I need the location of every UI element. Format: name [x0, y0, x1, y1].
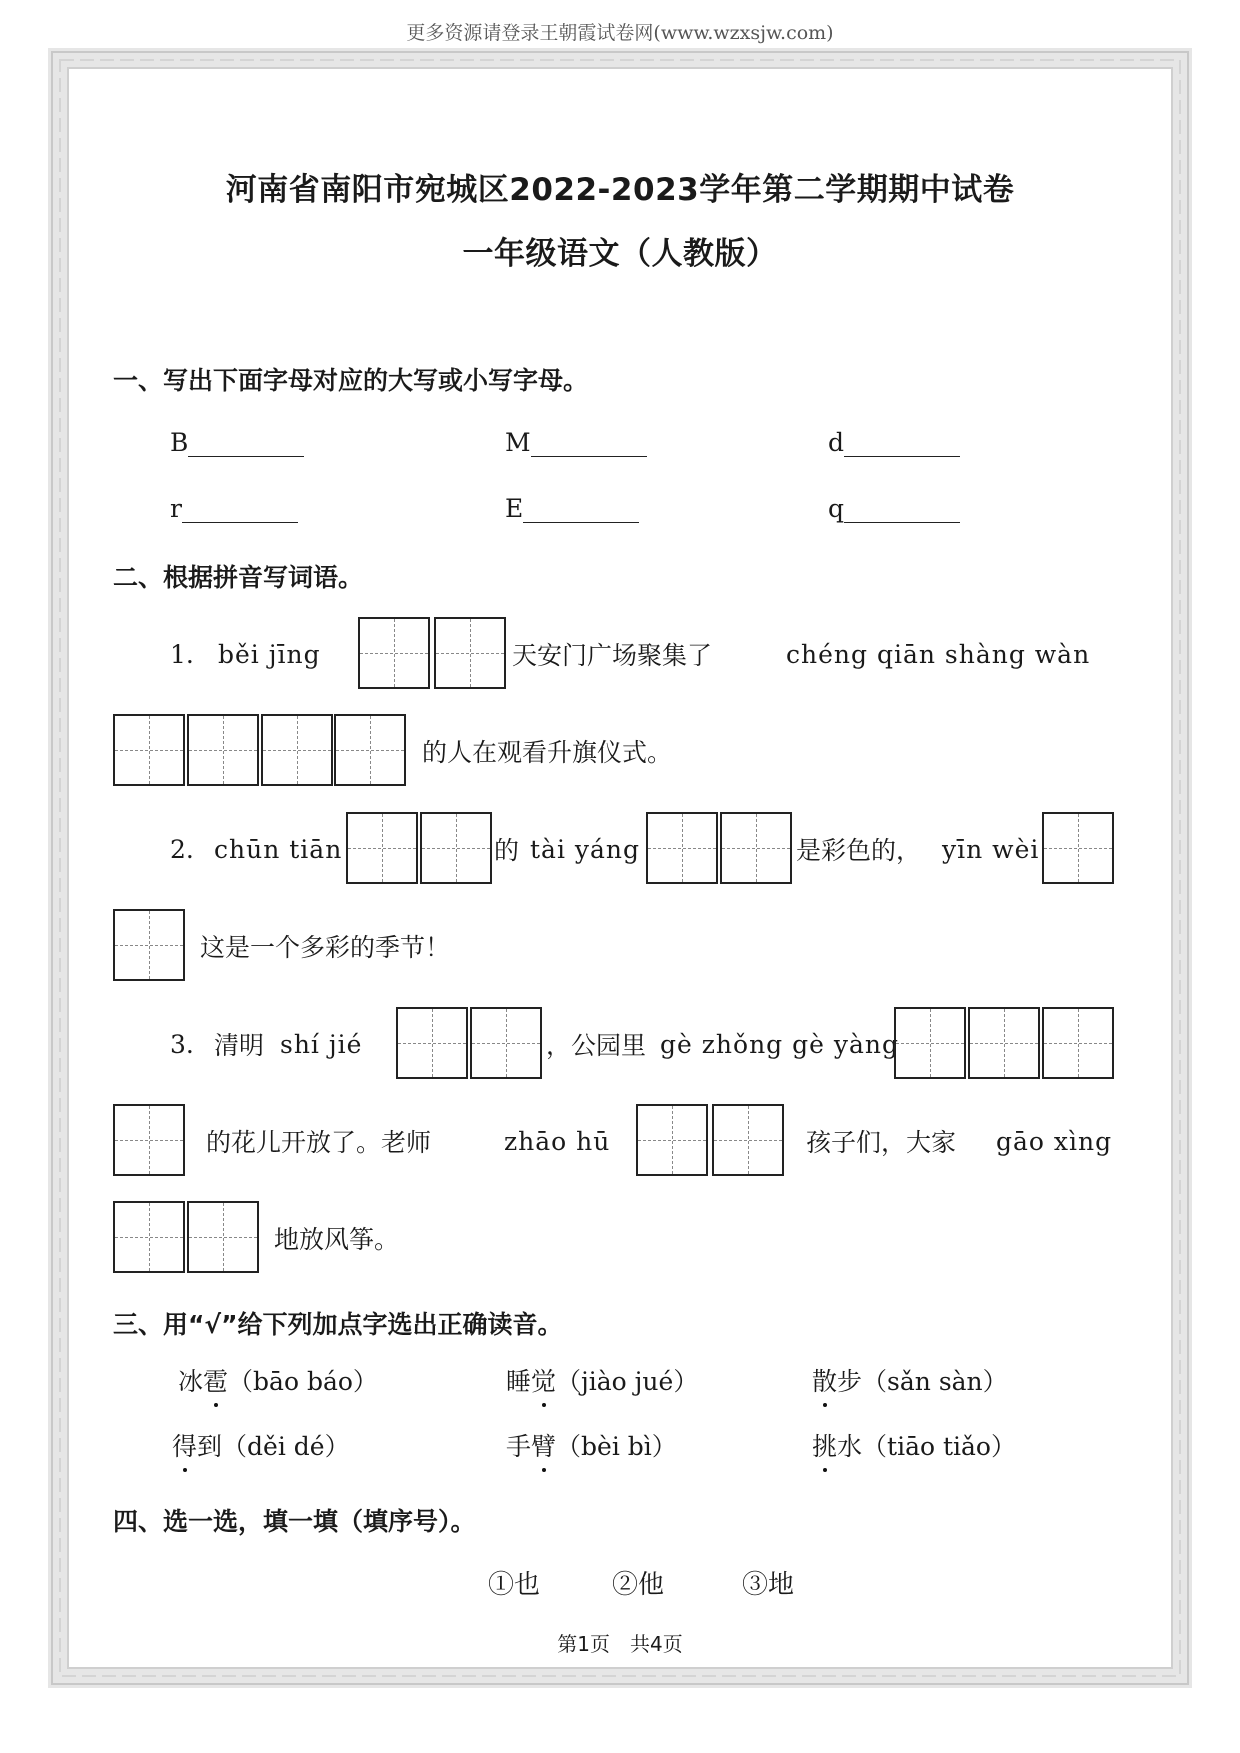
tianzige-box[interactable] — [636, 1104, 708, 1176]
section-3-heading: 三、用“√”给下列加点字选出正确读音。 — [113, 1310, 563, 1339]
tianzige-box[interactable] — [358, 617, 430, 689]
tianzige-box[interactable] — [396, 1007, 468, 1079]
answer-blank[interactable] — [188, 430, 304, 457]
q1-text-1: 天安门广场聚集了 — [512, 641, 713, 670]
q2-text-2: 是彩色的， — [796, 836, 922, 865]
q3-text-0: 清明 — [214, 1031, 265, 1060]
letter-item: q — [828, 494, 960, 523]
reading-item: 散步（sǎn sàn） — [812, 1362, 1008, 1398]
page-footer: 第1页 共4页 — [557, 1632, 683, 1656]
q1-pinyin-2: chéng qiān shàng wàn — [786, 639, 1091, 669]
tianzige-box[interactable] — [646, 812, 718, 884]
tianzige-box[interactable] — [261, 714, 333, 786]
reading-item: 得到（děi dé） — [172, 1427, 350, 1463]
option-2: ②他 — [612, 1570, 665, 1600]
letter-item: r — [170, 494, 298, 523]
q3-pinyin-2: gè zhǒng gè yàng — [660, 1029, 899, 1059]
answer-blank[interactable] — [844, 430, 960, 457]
tianzige-box[interactable] — [894, 1007, 966, 1079]
q3-pinyin-1: shí jié — [280, 1029, 363, 1059]
q3-text-1: ，公园里 — [546, 1031, 647, 1060]
tianzige-box[interactable] — [968, 1007, 1040, 1079]
reading-item: 冰雹（bāo báo） — [178, 1362, 378, 1398]
q1-pinyin-1: běi jīng — [218, 639, 321, 669]
answer-blank[interactable] — [182, 496, 298, 523]
tianzige-box[interactable] — [434, 617, 506, 689]
tianzige-box[interactable] — [346, 812, 418, 884]
q2-pinyin-1: chūn tiān — [214, 834, 343, 864]
q2-number: 2. — [170, 834, 194, 864]
tianzige-box[interactable] — [1042, 812, 1114, 884]
option-1: ①也 — [488, 1570, 541, 1600]
answer-blank[interactable] — [531, 430, 647, 457]
q3-pinyin-4: gāo xìng — [996, 1126, 1113, 1156]
tianzige-box[interactable] — [187, 714, 259, 786]
reading-item: 挑水（tiāo tiǎo） — [812, 1427, 1016, 1463]
tianzige-box[interactable] — [1042, 1007, 1114, 1079]
answer-blank[interactable] — [523, 496, 639, 523]
q2-pinyin-2: tài yáng — [530, 834, 641, 864]
q1-text-2: 的人在观看升旗仪式。 — [422, 738, 673, 767]
q3-text-3: 孩子们，大家 — [806, 1128, 957, 1157]
tianzige-box[interactable] — [113, 1104, 185, 1176]
tianzige-box[interactable] — [470, 1007, 542, 1079]
reading-item: 手臂（bèi bì） — [506, 1427, 677, 1463]
section-4-heading: 四、选一选，填一填（填序号）。 — [113, 1507, 476, 1536]
q3-text-4: 地放风筝。 — [274, 1225, 400, 1254]
q2-text-1: 的 — [494, 836, 520, 865]
tianzige-box[interactable] — [334, 714, 406, 786]
q3-pinyin-3: zhāo hū — [504, 1126, 611, 1156]
page-subtitle: 一年级语文（人教版） — [462, 236, 778, 272]
tianzige-box[interactable] — [113, 1201, 185, 1273]
page-title: 河南省南阳市宛城区2022-2023学年第二学期期中试卷 — [225, 172, 1015, 208]
tianzige-box[interactable] — [113, 714, 185, 786]
section-1-heading: 一、写出下面字母对应的大写或小写字母。 — [113, 366, 589, 395]
q3-text-2: 的花儿开放了。老师 — [206, 1128, 432, 1157]
tianzige-box[interactable] — [720, 812, 792, 884]
reading-item: 睡觉（jiào jué） — [506, 1362, 698, 1398]
letter-item: M — [505, 428, 647, 457]
tianzige-box[interactable] — [712, 1104, 784, 1176]
letter-item: d — [828, 428, 960, 457]
section-2-heading: 二、根据拼音写词语。 — [113, 563, 364, 592]
tianzige-box[interactable] — [187, 1201, 259, 1273]
q3-number: 3. — [170, 1029, 194, 1059]
letter-item: B — [170, 428, 304, 457]
letter-item: E — [505, 494, 639, 523]
answer-blank[interactable] — [844, 496, 960, 523]
option-3: ③地 — [742, 1570, 795, 1600]
q1-number: 1. — [170, 639, 194, 669]
q2-pinyin-3: yīn wèi — [942, 834, 1040, 864]
watermark: 更多资源请登录王朝霞试卷网(www.wzxsjw.com) — [406, 22, 834, 44]
tianzige-box[interactable] — [113, 909, 185, 981]
tianzige-box[interactable] — [420, 812, 492, 884]
q2-text-3: 这是一个多彩的季节！ — [200, 933, 451, 962]
